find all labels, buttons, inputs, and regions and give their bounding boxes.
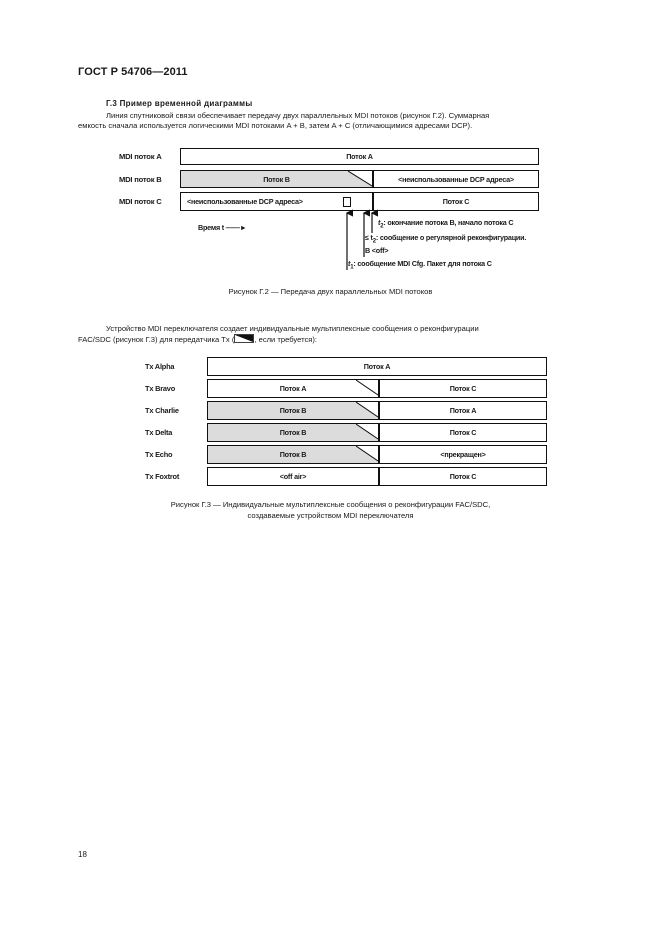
transition-wedge — [356, 446, 378, 462]
annotation-t1: $t_1$: сообщение MDI Cfg. Пакет для потока C — [348, 259, 492, 271]
cell-label: <неиспользованные DCP адреса> — [187, 197, 303, 206]
mdi-a-bar — [180, 148, 539, 165]
tx-bravo-cell-2 — [380, 380, 546, 397]
tx-echo-cell-2 — [380, 446, 546, 463]
paragraph-switch — [78, 324, 614, 345]
row-label-tx-foxtrot: Tx Foxtrot — [145, 472, 180, 481]
mdi-c-unused-cell — [181, 193, 347, 210]
cell-label: Поток C — [442, 197, 470, 206]
cell-label: Поток B — [263, 174, 290, 184]
tx-foxtrot-bar — [207, 467, 547, 486]
cell-label: Поток B — [279, 450, 307, 459]
page-number: 18 — [78, 850, 87, 859]
cell-label: Поток B — [279, 428, 307, 437]
mdi-b-bar — [180, 170, 539, 188]
cell-label: Поток A — [346, 152, 373, 161]
tx-delta-cell-2 — [380, 424, 546, 441]
tx-delta-bar — [207, 423, 547, 442]
mdi-c-stream-cell — [374, 193, 538, 210]
row-label-mdi-c: MDI поток C — [119, 197, 162, 206]
row-label-tx-bravo: Tx Bravo — [145, 384, 176, 393]
cell-label: <прекращен> — [440, 450, 486, 459]
transition-wedge — [356, 424, 378, 440]
paragraph-line: емкость сначала используется логическими MDI потоками A + B, затем A + C (отличающимися адресами DCP). — [78, 121, 473, 130]
cell-label: Поток A — [449, 406, 477, 415]
tx-foxtrot-cell-1 — [208, 468, 378, 485]
tx-charlie-bar — [207, 401, 547, 420]
transition-wedge — [356, 380, 378, 396]
cell-label: Поток B — [279, 406, 307, 415]
caption-line: Рисунок Г.3 — Индивидуальные мультиплексные сообщения о реконфигурации FAC/SDC, — [170, 500, 491, 509]
tx-alpha-bar — [207, 357, 547, 376]
figure-g2-caption: Рисунок Г.2 — Передача двух параллельных MDI потоков — [228, 287, 433, 296]
transition-wedge-icon — [234, 334, 254, 343]
tx-echo-cell-1 — [208, 446, 378, 463]
cell-label: Поток C — [449, 428, 477, 437]
tx-bravo-bar — [207, 379, 547, 398]
caption-line: создаваемые устройством MDI переключателя — [247, 511, 414, 520]
annotation-t2: $t_2$: окончание потока B, начало потока C — [378, 218, 514, 230]
tx-charlie-cell-2 — [380, 402, 546, 419]
mdi-b-unused-cell — [374, 171, 538, 187]
row-label-tx-echo: Tx Echo — [145, 450, 173, 459]
transition-wedge — [356, 402, 378, 418]
transition-wedge — [348, 171, 372, 187]
paragraph-line: Линия спутниковой связи обеспечивает передачу двух параллельных MDI потоков (рисунок Г.2). Суммарная — [106, 111, 490, 120]
paragraph-line: Устройство MDI переключателя создает индивидуальные мультиплексные сообщения о реконфигурации — [106, 324, 479, 333]
annotation-b-off: B <off> — [365, 246, 389, 255]
document-header: ГОСТ Р 54706—2011 — [78, 66, 188, 78]
paragraph-line: FAC/SDC (рисунок Г.3) для передатчика Tx ( , если требуется): — [78, 335, 318, 344]
mdi-b-stream-cell — [181, 171, 372, 187]
row-label-tx-delta: Tx Delta — [145, 428, 173, 437]
row-label-tx-alpha: Tx Alpha — [145, 362, 175, 371]
tx-delta-cell-1 — [208, 424, 378, 441]
paragraph-intro — [78, 111, 614, 131]
tx-charlie-cell-1 — [208, 402, 378, 419]
cell-label: Поток C — [449, 472, 477, 481]
section-title: Г.3 Пример временной диаграммы — [106, 99, 253, 108]
cell-label: <неиспользованные DCP адреса> — [398, 174, 514, 184]
cell-label: <off air> — [279, 472, 307, 481]
tx-bravo-cell-1 — [208, 380, 378, 397]
time-axis-label: Время t ——► — [198, 223, 247, 232]
row-label-tx-charlie: Tx Charlie — [145, 406, 179, 415]
cell-label: Поток C — [449, 384, 477, 393]
tx-echo-bar — [207, 445, 547, 464]
cell-label: Поток A — [363, 362, 391, 371]
row-label-mdi-a: MDI поток A — [119, 152, 162, 161]
annotation-reconfig: ≤ $t_2$: сообщение о регулярной реконфигурации. — [365, 233, 527, 245]
cell-label: Поток A — [279, 384, 307, 393]
row-label-mdi-b: MDI поток B — [119, 175, 162, 184]
tx-foxtrot-cell-2 — [380, 468, 546, 485]
figure-g3-caption — [0, 500, 661, 520]
